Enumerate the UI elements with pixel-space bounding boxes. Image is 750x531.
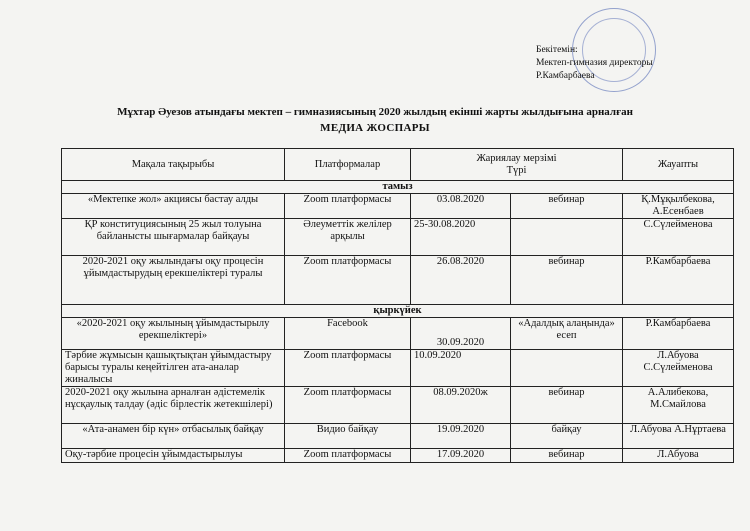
- cell-platform: Zoom платформасы: [285, 256, 411, 305]
- cell-date: 08.09.2020ж: [411, 387, 511, 424]
- month-row: [62, 181, 734, 194]
- cell-responsible: Қ.Мұқылбекова, А.Есенбаев: [623, 194, 734, 219]
- cell-type: «Адалдық алаңында» есеп: [511, 318, 623, 350]
- header-date: Жариялау мерзімі: [476, 152, 557, 164]
- cell-topic: Оқу-тәрбие процесін ұйымдастырылуы: [62, 449, 285, 463]
- month-august: тамыз: [62, 181, 734, 194]
- cell-responsible: Р.Камбарбаева: [623, 256, 734, 305]
- approval-position: Мектеп-гимназия директоры: [536, 58, 653, 68]
- cell-responsible: А.Алибекова, М.Смайлова: [623, 387, 734, 424]
- cell-date: 19.09.2020: [411, 424, 511, 449]
- cell-date: 03.08.2020: [411, 194, 511, 219]
- table-row: [62, 424, 734, 449]
- document-title: Мұхтар Әуезов атындағы мектеп – гимназиясының 2020 жылдың екінші жарты жылдығына арналған: [117, 106, 633, 118]
- cell-platform: Facebook: [285, 318, 411, 350]
- cell-date: 17.09.2020: [411, 449, 511, 463]
- cell-platform: Әлеуметтік желілер арқылы: [285, 219, 411, 256]
- cell-topic: 2020-2021 оқу жылындағы оқу процесін ұйымдастырудың ерекшеліктері туралы: [62, 256, 285, 305]
- cell-platform: Видио байқау: [285, 424, 411, 449]
- cell-topic: Тәрбие жұмысын қашықтықтан ұйымдастыру барысы туралы кеңейтілген ата-аналар жиналысы: [62, 350, 285, 387]
- cell-responsible: Л.Абуова: [623, 449, 734, 463]
- cell-date: 26.08.2020: [411, 256, 511, 305]
- approval-block: [536, 44, 653, 83]
- approval-signatory: Р.Камбарбаева: [536, 71, 595, 81]
- cell-topic: ҚР конституциясының 25 жыл толуына байланысты шығармалар байқауы: [62, 219, 285, 256]
- cell-topic: 2020-2021 оқу жылына арналған әдістемелік нұсқаулық талдау (әдіс бірлестік жетекшілері): [62, 387, 285, 424]
- cell-type: вебинар: [511, 256, 623, 305]
- header-date-type: [411, 149, 623, 181]
- cell-type: байқау: [511, 424, 623, 449]
- cell-responsible: Л.Абуова С.Сүлейменова: [623, 350, 734, 387]
- cell-platform: Zoom платформасы: [285, 194, 411, 219]
- header-topic: Мақала тақырыбы: [62, 149, 285, 181]
- header-responsible: Жауапты: [623, 149, 734, 181]
- table-row: [62, 256, 734, 305]
- cell-type: [511, 219, 623, 256]
- cell-topic: «2020-2021 оқу жылының ұйымдастырылу ерекшеліктері»: [62, 318, 285, 350]
- cell-responsible: Л.Абуова А.Нұртаева: [623, 424, 734, 449]
- cell-platform: Zoom платформасы: [285, 350, 411, 387]
- table-row: [62, 449, 734, 463]
- table-row: [62, 318, 734, 350]
- cell-type: [511, 350, 623, 387]
- cell-type: вебинар: [511, 449, 623, 463]
- table-header: [62, 149, 734, 181]
- table-row: [62, 194, 734, 219]
- header-platform: Платформалар: [285, 149, 411, 181]
- cell-type: вебинар: [511, 387, 623, 424]
- cell-type: вебинар: [511, 194, 623, 219]
- cell-platform: Zoom платформасы: [285, 387, 411, 424]
- cell-date: 10.09.2020: [411, 350, 511, 387]
- media-plan-table: [61, 148, 734, 463]
- cell-date: 25-30.08.2020: [411, 219, 511, 256]
- approval-label: Бекітемін:: [536, 45, 578, 55]
- table-row: [62, 387, 734, 424]
- document-subtitle: МЕДИА ЖОСПАРЫ: [320, 122, 430, 134]
- cell-responsible: Р.Камбарбаева: [623, 318, 734, 350]
- cell-platform: Zoom платформасы: [285, 449, 411, 463]
- cell-responsible: С.Сүлейменова: [623, 219, 734, 256]
- month-september: қыркүйек: [62, 305, 734, 318]
- cell-date: 30.09.2020: [411, 318, 511, 350]
- table-row: [62, 219, 734, 256]
- month-row: [62, 305, 734, 318]
- cell-topic: «Мектепке жол» акциясы бастау алды: [62, 194, 285, 219]
- header-type: Түрі: [506, 164, 527, 176]
- table-row: [62, 350, 734, 387]
- cell-topic: «Ата-анамен бір күн» отбасылық байқау: [62, 424, 285, 449]
